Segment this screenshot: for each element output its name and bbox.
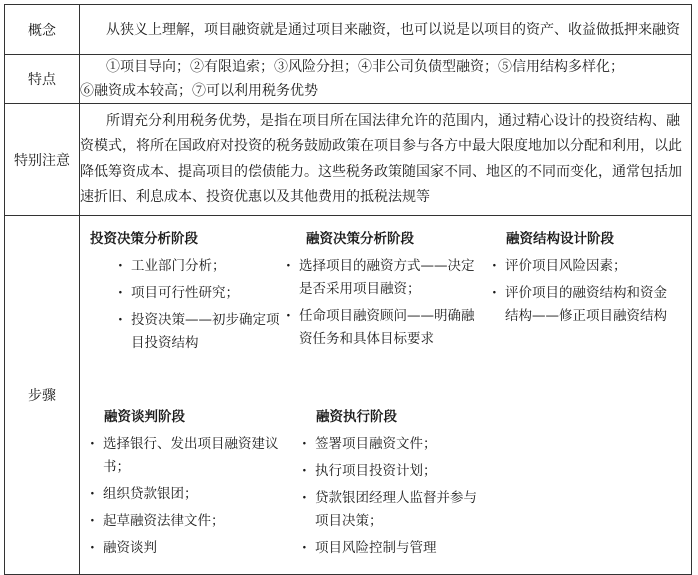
stage-item: · 评价项目的融资结构和资金结构——修正项目融资结构 bbox=[492, 282, 670, 328]
stage-item: · 选择项目的融资方式——决定是否采用项目融资； bbox=[286, 255, 484, 301]
stage-item: · 执行项目投资计划； bbox=[302, 460, 482, 483]
stage-item: · 组织贷款银团； bbox=[90, 483, 280, 506]
stage-item: · 贷款银团经理人监督并参与项目决策； bbox=[302, 487, 482, 533]
special-notes-label: 特别注意 bbox=[5, 104, 80, 216]
stage-item: · 选择银行、发出项目融资建议书； bbox=[90, 433, 280, 479]
stage-item-list bbox=[286, 255, 484, 351]
stage-item-list bbox=[90, 433, 280, 560]
concept-cell bbox=[80, 5, 692, 55]
stage-title: 融资执行阶段 bbox=[316, 409, 397, 425]
stage-item: · 投资决策——初步确定项目投资结构 bbox=[118, 309, 280, 355]
features-cell bbox=[80, 55, 692, 104]
project-financing-table bbox=[4, 4, 692, 575]
features-line-1: ①项目导向；②有限追索；③风险分担；④非公司负债型融资；⑤信用结构多样化； bbox=[106, 59, 624, 75]
stage-title: 融资结构设计阶段 bbox=[506, 231, 614, 247]
row-concept bbox=[5, 5, 692, 55]
steps-cell bbox=[80, 216, 692, 575]
stage-title: 融资谈判阶段 bbox=[104, 409, 185, 425]
stage-item: · 项目风险控制与管理 bbox=[302, 537, 482, 560]
stage-item: · 签署项目融资文件； bbox=[302, 433, 482, 456]
stage-item: · 评价项目风险因素； bbox=[492, 255, 670, 278]
stage-item-list bbox=[302, 433, 482, 560]
stage-item: · 融资谈判 bbox=[90, 537, 280, 560]
stage-financing-negotiation bbox=[90, 406, 280, 564]
stage-title: 投资决策分析阶段 bbox=[90, 231, 198, 247]
row-features bbox=[5, 55, 692, 104]
concept-label: 概念 bbox=[5, 5, 80, 55]
stage-title: 融资决策分析阶段 bbox=[306, 231, 414, 247]
stage-item-list bbox=[90, 255, 280, 355]
concept-text: 从狭义上理解，项目融资就是通过项目来融资，也可以说是以项目的资产、收益做抵押来融资 bbox=[106, 21, 680, 38]
stage-item-list bbox=[492, 255, 670, 328]
stage-item: · 起草融资法律文件； bbox=[90, 510, 280, 533]
steps-diagram bbox=[80, 216, 691, 574]
stage-financing-execution bbox=[302, 406, 482, 564]
stage-item: · 任命项目融资顾问——明确融资任务和具体目标要求 bbox=[286, 305, 484, 351]
features-line-2: ⑥融资成本较高；⑦可以利用税务优势 bbox=[80, 83, 318, 99]
stage-financing-decision bbox=[286, 228, 484, 355]
stage-investment-decision bbox=[90, 228, 280, 359]
steps-label: 步骤 bbox=[5, 216, 80, 575]
special-notes-cell bbox=[80, 104, 692, 216]
row-special-notes bbox=[5, 104, 692, 216]
stage-financing-structure-design bbox=[492, 228, 670, 332]
stage-item: · 项目可行性研究； bbox=[118, 282, 280, 305]
special-notes-text: 所谓充分利用税务优势，是指在项目所在国法律允许的范围内，通过精心设计的投资结构、融资模式，将所在国政府对投资的税务鼓励政策在项目参与各方中最大限度地加以分配和利用，以此降低筹资成本、提高项目的偿债能力。这些税务政策随国家不同、地区的不同而变化，通常包括加速折旧、利息成本、投资优惠以及其他费用的抵税法规等 bbox=[80, 112, 682, 205]
stage-item: · 工业部门分析； bbox=[118, 255, 280, 278]
features-label: 特点 bbox=[5, 55, 80, 104]
row-steps bbox=[5, 216, 692, 575]
